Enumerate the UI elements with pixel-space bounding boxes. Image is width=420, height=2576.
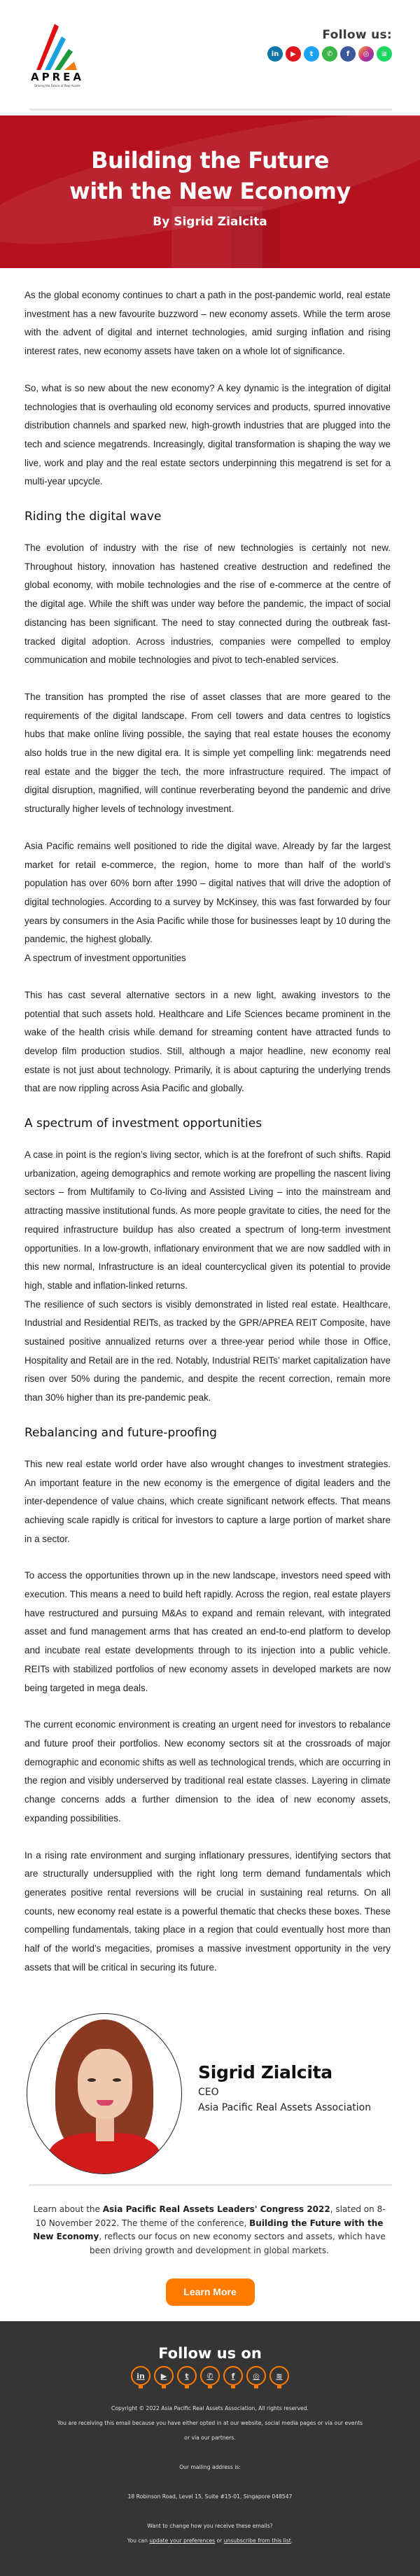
text: You can	[127, 2538, 150, 2544]
spotify-icon[interactable]: ≋	[270, 2366, 289, 2386]
hero-banner	[0, 115, 420, 268]
footer-social-row	[0, 2366, 420, 2386]
manage-subscription	[0, 2533, 420, 2548]
logo-wordmark: APREA	[30, 71, 84, 83]
email-header	[0, 0, 420, 111]
youtube-icon[interactable]: ▶	[154, 2366, 174, 2386]
spacer	[0, 2504, 420, 2519]
paragraph-stray-line: A spectrum of investment opportunities	[24, 953, 186, 964]
copyright: Copyright © 2022 Asia Pacific Real Assets Association, All rights reserved.	[111, 2405, 309, 2412]
paragraph: Asia Pacific remains well positioned to ride the digital wave. Already by far the largest market for retail e-commerce, the region, home to more than half of the world’s population has over 60% born after 1990 – digital natives that will drive the adoption of digital technologies. According to a survey by McKinsey, this was fast forwarded by four years by consumers in the Asia Pacific while those for businesses leapt by 10 during the pandemic, the highest globally.	[24, 840, 391, 945]
photo-neck	[96, 2118, 114, 2141]
header-follow	[267, 28, 392, 62]
paragraph: The current economic environment is creating an urgent need for investors to rebalance and future proof their portfolios. New economy sectors sit at the crossroads of major demographic and economic shifts as well as technological trends, which are occurring in the region and visibly underserved by traditional real estate classes. Layering in climate change concerns adds a further dimension to the idea of new economy assets, expanding possibilities.	[24, 1719, 391, 1823]
paragraph: So, what is so new about the new economy? A key dynamic is the integration of digital technologies that is overhauling old economy services and products, spurred innovative distribution channels and sparked new, high-growth industries that are plugged into the tech and science megatrends. Increasingly, digital transformation is shaping the way we live, work and play and the real estate sectors underpinning this megatrend is set for a multi-year upcycle.	[24, 382, 391, 487]
conference-theme: Building the Future with the New Economy	[33, 2218, 384, 2242]
author-photo	[27, 2013, 182, 2174]
instagram-icon[interactable]: ◎	[358, 46, 374, 62]
congress-promo-text	[28, 2203, 391, 2258]
photo-face	[78, 2049, 132, 2119]
spacer	[0, 2474, 420, 2489]
promo-text-part: , slated on 8-10 November 2022. The theme of the conference,	[35, 2204, 386, 2228]
wechat-icon[interactable]: ✆	[200, 2366, 220, 2386]
facebook-icon[interactable]: f	[223, 2366, 243, 2386]
paragraph: To access the opportunities thrown up in the new landscape, investors need speed with execution. This means a need to build heft rapidly. Across the region, real estate players have restructured and pursuing M&As to expand and remain relevant, with integrated asset and fund management arms that has created an end-to-end platform to develop and incubate real estate developments through to its injection into a public vehicle. REITs with stabilized portfolios of new economy assets in developed markets are now being targeted in mega deals.	[24, 1570, 391, 1693]
unsubscribe-link[interactable]: unsubscribe from this list	[223, 2538, 291, 2544]
promo-text-part: Learn about the	[33, 2204, 103, 2215]
promo-text-part: , reflects our focus on new economy sectors and assets, which have been driving growth and development in global markets.	[90, 2232, 386, 2255]
spotify-icon[interactable]: ≋	[377, 46, 392, 62]
twitter-icon[interactable]: t	[177, 2366, 197, 2386]
aprea-triangle-logo-icon	[34, 24, 77, 70]
instagram-icon[interactable]: ◎	[246, 2366, 266, 2386]
email-footer	[0, 2321, 420, 2576]
paragraph: The resilience of such sectors is visibly demonstrated in listed real estate. Healthcare, Industrial and Residential REITs, as tracked by the GPR/APREA REIT Composite, have sustained positive annualized returns over a three-year period while those in Office, Hospitality and Retail are in the red. Notably, Industrial REITs’ market capitalization have risen over 50% during the pandemic, and despite the recent correction, remain more than 30% higher than its pre-pandemic peak.	[24, 1298, 391, 1404]
paragraph: The evolution of industry with the rise of new technologies is certainly not new. Throughout history, innovation has hastened creative destruction and redefined the global economy, with mobile technologies and the rise of e-commerce at the centre of the digital age. While the shift was under way before the pandemic, the impact of social distancing has been significant. The need to stay connected during the outbreak fast-tracked digital adoption. Across industries, companies were compelled to employ communication and mobile technologies and pivot to tech-enabled services.	[24, 542, 391, 666]
linkedin-icon[interactable]: in	[131, 2366, 150, 2386]
paragraph: In a rising rate environment and surging inflationary pressures, identifying sectors that are structurally undersupplied with the right long term demand fundamentals which generates positive rental reversions will be crucial in sustaining real returns. On all counts, new economy real estate is a powerful thematic that checks these boxes. These compelling fundamentals, taking place in a region that could eventually host more than half of the world’s megacities, promises a massive investment opportunity in the very assets that will be critical in securing its future.	[24, 1849, 391, 1973]
congress-name: Asia Pacific Real Assets Leaders' Congress 2022	[102, 2204, 330, 2215]
title-line-1: Building the Future	[91, 147, 329, 174]
section-heading-rebalancing: Rebalancing and future-proofing	[24, 1425, 217, 1440]
header-divider	[29, 108, 392, 111]
mailing-address-label: Our mailing address is:	[179, 2464, 241, 2471]
author-name: Sigrid Zialcita	[198, 2062, 332, 2083]
title-line-2: with the New Economy	[69, 178, 351, 204]
learn-more-button[interactable]: Learn More	[166, 2278, 255, 2306]
promo-divider	[29, 2184, 392, 2186]
wechat-icon[interactable]: ✆	[322, 46, 337, 62]
logo-tagline: Driving the Future of Real Assets	[34, 84, 80, 88]
cta-wrapper	[0, 2278, 420, 2321]
author-organization: Asia Pacific Real Assets Association	[198, 2102, 372, 2114]
mailing-address: 18 Robinson Road, Level 15, Suite #15-01, Singapore 048547	[127, 2493, 293, 2500]
author-role: CEO	[198, 2087, 219, 2099]
header-social-row	[267, 46, 392, 62]
author-card	[0, 1984, 420, 2152]
section-heading-spectrum: A spectrum of investment opportunities	[24, 1116, 262, 1131]
spacer	[0, 2445, 420, 2460]
change-prefs-question: Want to change how you receive these emails?	[147, 2523, 273, 2530]
update-preferences-link[interactable]: update your preferences	[149, 2538, 216, 2544]
text: or	[215, 2538, 224, 2544]
facebook-icon[interactable]: f	[340, 46, 356, 62]
paragraph: This has cast several alternative sectors in a new light, awaking investors to the potential that such assets hold. Healthcare and Life Sciences became prominent in the wake of the health crisis while demand for streaming content have attracted funds to develop film production studios. Still, although a major headline, new economy real estate is not just about technology. Primarily, it is about capturing the underlying trends that are now rippling across Asia Pacific and globally.	[24, 989, 391, 1094]
author-info	[198, 2062, 371, 2113]
twitter-icon[interactable]: t	[304, 46, 319, 62]
aprea-logo[interactable]	[29, 24, 85, 91]
article-title	[0, 145, 420, 206]
section-heading-digital-wave: Riding the digital wave	[24, 510, 162, 524]
text: .	[290, 2538, 293, 2544]
youtube-icon[interactable]: ▶	[286, 46, 301, 62]
paragraph: This new real estate world order have also wrought changes to investment strategies. An important feature in the new economy is the emergence of digital leaders and the inter-dependence of value chains, which create significant network effects. That means achieving scale rapidly is critical for investors to capture a large portion of market share in a sector.	[24, 1458, 391, 1544]
subscription-reason: You are receiving this email because you have either opted in at our website, social media pages or via our events or via our partners.	[57, 2420, 363, 2442]
follow-us-label: Follow us:	[322, 28, 392, 42]
linkedin-icon[interactable]: in	[267, 46, 283, 62]
footer-follow-title: Follow us on	[158, 2345, 262, 2362]
paragraph: A case in point is the region’s living sector, which is at the forefront of such shifts. Rapid urbanization, ageing demographics and remote working are propelling the nascent living sectors – from Multifamily to Co-living and Assisted Living – into the mainstream and attracting massive institutional funds. As more people gravitate to cities, the need for the required infrastructure buildup has also created a spectrum of long-term investment opportunities. In a low-growth, inflationary environment that we are now saddled with in this new normal, Infrastructure is an ideal countercyclical given its potential to provide high, stable and inflation-linked returns.	[24, 1149, 391, 1291]
byline: By Sigrid Zialcita	[153, 215, 267, 229]
paragraph: The transition has prompted the rise of asset classes that are more geared to the requirements of the digital landscape. From cell towers and data centres to logistics hubs that make online living possible, the saying that real estate houses the economy also holds true in the new digital era. It is simple yet compelling link: megatrends need real estate and the bigger the tech, the more infrastructure required. The impact of digital disruption, magnified, will continue reverberating beyond the pandemic and drive structurally higher levels of technology investment.	[24, 691, 391, 815]
article-body	[0, 268, 420, 1977]
paragraph: As the global economy continues to chart a path in the post-pandemic world, real estate investment has a new favourite buzzword – new economy assets. While the term arose with the advent of digital and internet technologies, amid surging inflation and rising interest rates, new economy assets have taken on a whole lot of significance.	[24, 290, 391, 357]
